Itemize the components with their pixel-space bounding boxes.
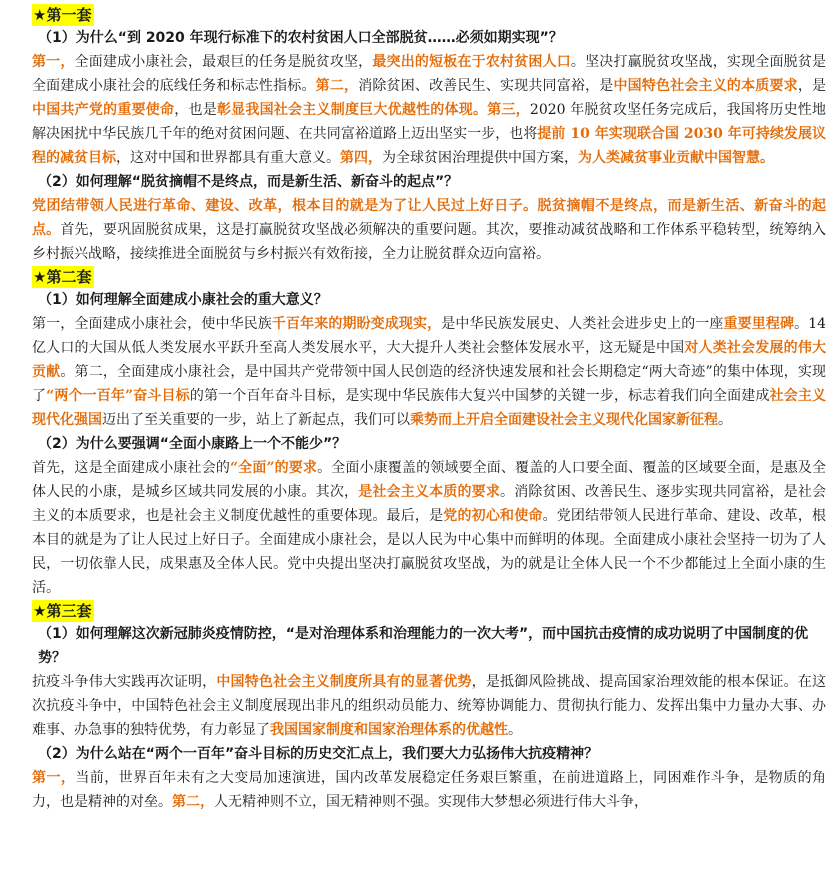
answer-text: 是中华民族发展史、人类社会进步史上的一座 — [441, 316, 724, 332]
answer-text: 抗疫斗争伟大实践再次证明， — [32, 674, 217, 690]
highlighted-text: 乘势而上开启全面建设社会主义现代化国家新征程 — [410, 412, 718, 428]
answer-text: ，是抵御风险挑战、提高国家治理效能的根本保证。在这次抗疫斗争中，中国特色社会主义制度展现出非凡的组织动员能力、统筹协调能力、贯彻执行能力、发挥出集中力量办大事、办难事、办急事的独特优势，有力彰显了 — [32, 674, 827, 738]
answer-text: 全面建成小康社会，最艰巨的任务是脱贫攻坚， — [74, 54, 373, 70]
answer-text: 消除贫困、改善民生、实现共同富裕，是 — [358, 78, 614, 94]
answer-text: 。党团结带领人民进行革命、建设、改革，根本目的就是为了让人民过上好日子。全面建成小康社会，是以人民为中心集中而鲜明的体现。全面建成小康社会坚持一切为了人民，一切依靠人民，成果惠及全体人民。党中央提出坚决打赢脱贫攻坚战，为的就是让全体人民一个不少都能过上全面小康的生活。 — [32, 508, 827, 596]
question: （1）如何理解全面建成小康社会的重大意义？ — [38, 292, 328, 308]
highlighted-text: 第一， — [32, 770, 76, 786]
answer-paragraph — [32, 194, 826, 266]
answer-paragraph — [32, 50, 826, 170]
question: （2）为什么要强调“全面小康路上一个不能少”？ — [38, 436, 347, 452]
section-2 — [32, 266, 826, 600]
question: （2）如何理解“脱贫摘帽不是终点，而是新生活、新奋斗的起点”？ — [38, 174, 459, 190]
answer-text: 。消除贫困、改善民生、逐步实现共同富裕，是社会主义的本质要求，也是社会主义制度优越性的重要体现。最后，是 — [32, 484, 827, 524]
answer-text: 。 — [508, 722, 522, 738]
highlighted-text: 中国特色社会主义的本质要求 — [613, 78, 798, 94]
highlighted-text: 是社会主义本质的要求 — [358, 484, 501, 500]
highlighted-text: 提前 10 年实现联合国 2030 年可持续发展议程的减贫目标 — [32, 126, 826, 166]
answer-text: ，这对中国和世界都具有重大意义。 — [116, 150, 340, 166]
highlighted-text: “两个一百年”奋斗目标 — [46, 388, 190, 404]
highlighted-text: “全面”的要求 — [229, 460, 318, 476]
answer-text: 为全球贫困治理提供中国方案， — [382, 150, 578, 166]
highlighted-text: 最突出的短板在于农村贫困人口 — [372, 54, 571, 70]
answer-text: 人无精神则不立，国无精神则不强。实现伟大梦想必须进行伟大斗争， — [214, 794, 648, 810]
answer-paragraph — [32, 312, 826, 432]
section-3 — [32, 600, 826, 814]
question: （1）如何理解这次新冠肺炎疫情防控，“是对治理体系和治理能力的一次大考”，而中国抗击疫情的成功说明了中国制度的优势？ — [38, 626, 809, 666]
highlighted-text: 第二， — [315, 78, 359, 94]
highlighted-text: 党的初心和使命 — [443, 508, 543, 524]
highlighted-text: 第三， — [487, 102, 530, 118]
highlighted-text: 中国特色社会主义制度所具有的显著优势 — [216, 674, 472, 690]
question: （2）为什么站在“两个一百年”奋斗目标的历史交汇点上，我们要大力弘扬伟大抗疫精神？ — [38, 746, 599, 762]
answer-text: 第一，全面建成小康社会，使中华民族 — [32, 316, 272, 332]
highlighted-text: 党团结带领人民进行革命、建设、改革，根本目的就是为了让人民过上好日子。脱贫摘帽不是终点，而是新生活、新奋斗的起点。 — [32, 198, 826, 238]
answer-text: 首先，要巩固脱贫成果，这是打赢脱贫攻坚战必须解决的重要问题。其次，要推动减贫战略和工作体系平稳转型，统筹纳入乡村振兴战略，接续推进全面脱贫与乡村振兴有效衔接，全力让脱贫群众迈向富裕。 — [32, 222, 827, 262]
highlighted-text: 第一， — [32, 54, 75, 70]
highlighted-text: 彰显我国社会主义制度巨大优越性的体现。 — [216, 102, 488, 118]
answer-text: 2020 年脱贫攻坚任务完成后，我国将历史性地解决困扰中华民族几千年的绝对贫困问题、在共同富裕道路上迈出坚实一步，也将 — [32, 102, 827, 142]
answer-text: 。坚决打赢脱贫攻坚战，实现全面脱贫是全面建成小康社会的底线任务和标志性指标。 — [32, 54, 827, 94]
answer-text: 的第一个百年奋斗目标，是实现中华民族伟大复兴中国梦的关键一步，标志着我们向全面建成 — [189, 388, 770, 404]
answer-text: ，是 — [797, 78, 827, 94]
highlighted-text: 社会主义现代化强国 — [32, 388, 827, 428]
answer-paragraph — [32, 456, 826, 600]
answer-text: 当前，世界百年未有之大变局加速演进，国内改革发展稳定任务艰巨繁重，在前进道路上，同困难作斗争，是物质的角力，也是精神的对垒。 — [32, 770, 827, 810]
highlighted-text: 第二， — [172, 794, 214, 810]
answer-text: 。第二，全面建成小康社会，是中国共产党带领中国人民创造的经济快速发展和社会长期稳定“两大奇迹”的集中体现，实现了 — [32, 364, 827, 404]
answer-paragraph — [32, 670, 826, 742]
answer-text: 首先，这是全面建成小康社会的 — [32, 460, 230, 476]
answer-text: 迈出了至关重要的一步，站上了新起点，我们可以 — [102, 412, 410, 428]
highlighted-text: 千百年来的期盼变成现实， — [271, 316, 442, 332]
set-header: ★第二套 — [32, 266, 94, 288]
set-header: ★第一套 — [32, 4, 94, 26]
set-header: ★第三套 — [32, 600, 94, 622]
answer-text: ，也是 — [174, 102, 217, 118]
highlighted-text: 重要里程碑 — [723, 316, 795, 332]
answer-text: 。全面小康覆盖的领域要全面、覆盖的人口要全面、覆盖的区域要全面，是惠及全体人民的小康，是城乡区域共同发展的小康。其次， — [32, 460, 827, 500]
answer-text: 。14 亿人口的大国从低人类发展水平跃升至高人类发展水平，大大提升人类社会整体发展水平，这无疑是中国 — [32, 316, 827, 356]
highlighted-text: 我国国家制度和国家治理体系的优越性 — [270, 722, 508, 738]
highlighted-text: 为人类减贫事业贡献中国智慧。 — [578, 150, 774, 166]
highlighted-text: 对人类社会发展的伟大贡献 — [32, 340, 827, 380]
answer-paragraph — [32, 766, 826, 814]
section-1 — [32, 4, 826, 266]
answer-text: 。 — [718, 412, 732, 428]
highlighted-text: 中国共产党的重要使命 — [32, 102, 175, 118]
highlighted-text: 第四， — [340, 150, 382, 166]
question: （1）为什么“到 2020 年现行标准下的农村贫困人口全部脱贫……必须如期实现”？ — [38, 30, 563, 46]
